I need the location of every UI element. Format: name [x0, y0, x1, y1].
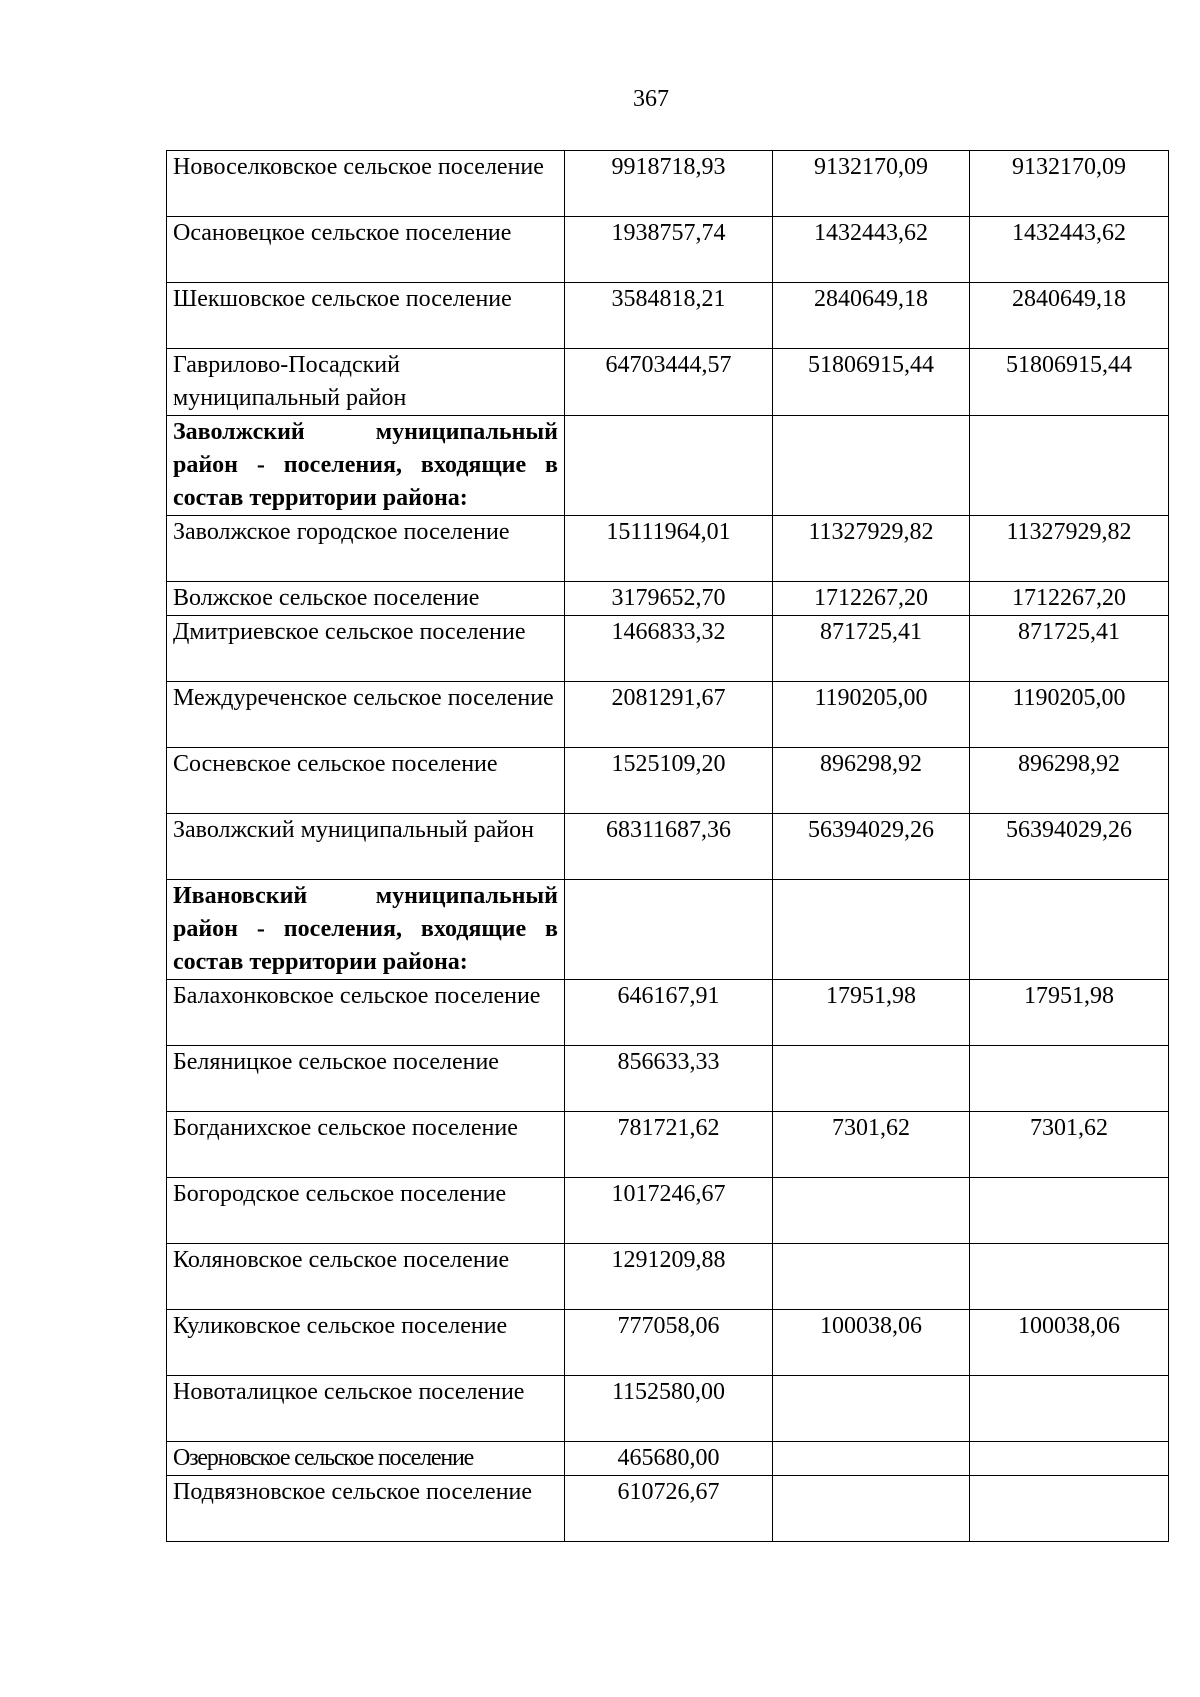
settlement-name-cell: Гаврилово-Посадский муниципальный район [167, 349, 565, 416]
amount-cell-2 [773, 1178, 970, 1244]
table-row [167, 682, 1169, 748]
table-row [167, 283, 1169, 349]
amount-cell-3 [970, 416, 1169, 516]
amount-cell-3 [970, 1476, 1169, 1542]
settlement-name-cell: Междуреченское сельское поселение [167, 682, 565, 748]
amount-cell-2 [773, 416, 970, 516]
table-row [167, 1476, 1169, 1542]
amount-cell-1 [565, 416, 773, 516]
amount-cell-3 [970, 1178, 1169, 1244]
table-row [167, 516, 1169, 582]
amount-cell-3: 11327929,82 [970, 516, 1169, 582]
table-row [167, 1112, 1169, 1178]
table-row [167, 1046, 1169, 1112]
budget-table [166, 150, 1169, 1542]
amount-cell-2: 51806915,44 [773, 349, 970, 416]
amount-cell-3 [970, 1442, 1169, 1476]
settlement-name-cell: Шекшовское сельское поселение [167, 283, 565, 349]
table-row [167, 1442, 1169, 1476]
amount-cell-1: 15111964,01 [565, 516, 773, 582]
amount-cell-1: 777058,06 [565, 1310, 773, 1376]
amount-cell-1: 1017246,67 [565, 1178, 773, 1244]
amount-cell-2 [773, 880, 970, 980]
settlement-name-cell: Богородское сельское поселение [167, 1178, 565, 1244]
table-row [167, 748, 1169, 814]
amount-cell-1: 646167,91 [565, 980, 773, 1046]
amount-cell-3: 7301,62 [970, 1112, 1169, 1178]
section-heading-cell: Заволжский муниципальный район - поселения, входящие в состав территории района: [167, 416, 565, 516]
table-row [167, 814, 1169, 880]
table-row [167, 151, 1169, 217]
amount-cell-1: 2081291,67 [565, 682, 773, 748]
amount-cell-2: 11327929,82 [773, 516, 970, 582]
settlement-name-cell: Подвязновское сельское поселение [167, 1476, 565, 1542]
amount-cell-2: 56394029,26 [773, 814, 970, 880]
amount-cell-3: 2840649,18 [970, 283, 1169, 349]
amount-cell-1: 1938757,74 [565, 217, 773, 283]
amount-cell-1: 781721,62 [565, 1112, 773, 1178]
table-row [167, 980, 1169, 1046]
amount-cell-3 [970, 1244, 1169, 1310]
table-row [167, 1178, 1169, 1244]
amount-cell-1: 1152580,00 [565, 1376, 773, 1442]
amount-cell-3: 56394029,26 [970, 814, 1169, 880]
amount-cell-1: 610726,67 [565, 1476, 773, 1542]
amount-cell-3: 1432443,62 [970, 217, 1169, 283]
amount-cell-1: 1291209,88 [565, 1244, 773, 1310]
amount-cell-2: 1432443,62 [773, 217, 970, 283]
amount-cell-2: 17951,98 [773, 980, 970, 1046]
amount-cell-2 [773, 1476, 970, 1542]
amount-cell-3: 1712267,20 [970, 582, 1169, 616]
table-row [167, 582, 1169, 616]
page-number: 367 [633, 86, 669, 112]
table-row [167, 1244, 1169, 1310]
amount-cell-3 [970, 880, 1169, 980]
amount-cell-2 [773, 1244, 970, 1310]
settlement-name-cell: Богданихское сельское поселение [167, 1112, 565, 1178]
amount-cell-2: 2840649,18 [773, 283, 970, 349]
amount-cell-2 [773, 1376, 970, 1442]
amount-cell-1: 68311687,36 [565, 814, 773, 880]
amount-cell-1: 856633,33 [565, 1046, 773, 1112]
section-heading-row [167, 416, 1169, 516]
amount-cell-2: 9132170,09 [773, 151, 970, 217]
settlement-name-cell: Куликовское сельское поселение [167, 1310, 565, 1376]
table-row [167, 217, 1169, 283]
amount-cell-2: 1190205,00 [773, 682, 970, 748]
amount-cell-2: 1712267,20 [773, 582, 970, 616]
amount-cell-1: 1525109,20 [565, 748, 773, 814]
amount-cell-3: 1190205,00 [970, 682, 1169, 748]
amount-cell-2 [773, 1442, 970, 1476]
table-row [167, 616, 1169, 682]
table-row [167, 1310, 1169, 1376]
amount-cell-2: 896298,92 [773, 748, 970, 814]
amount-cell-2: 100038,06 [773, 1310, 970, 1376]
settlement-name-cell: Заволжский муниципальный район [167, 814, 565, 880]
amount-cell-3 [970, 1046, 1169, 1112]
settlement-name-cell: Новоталицкое сельское поселение [167, 1376, 565, 1442]
settlement-name-cell: Заволжское городское поселение [167, 516, 565, 582]
amount-cell-2: 7301,62 [773, 1112, 970, 1178]
settlement-name-cell: Коляновское сельское поселение [167, 1244, 565, 1310]
amount-cell-1: 64703444,57 [565, 349, 773, 416]
settlement-name-cell: Сосневское сельское поселение [167, 748, 565, 814]
settlement-name-cell: Волжское сельское поселение [167, 582, 565, 616]
table-row [167, 1376, 1169, 1442]
amount-cell-1: 9918718,93 [565, 151, 773, 217]
amount-cell-3: 9132170,09 [970, 151, 1169, 217]
amount-cell-3: 17951,98 [970, 980, 1169, 1046]
settlement-name-cell: Новоселковское сельское поселение [167, 151, 565, 217]
amount-cell-1: 3179652,70 [565, 582, 773, 616]
settlement-name-cell: Осановецкое сельское поселение [167, 217, 565, 283]
amount-cell-2 [773, 1046, 970, 1112]
settlement-name-cell: Беляницкое сельское поселение [167, 1046, 565, 1112]
section-heading-cell: Ивановский муниципальный район - поселения, входящие в состав территории района: [167, 880, 565, 980]
amount-cell-2: 871725,41 [773, 616, 970, 682]
table-body [167, 151, 1169, 1542]
settlement-name-cell: Озерновское сельское поселение [167, 1442, 565, 1476]
amount-cell-1: 465680,00 [565, 1442, 773, 1476]
amount-cell-3 [970, 1376, 1169, 1442]
amount-cell-3: 100038,06 [970, 1310, 1169, 1376]
settlement-name-cell: Дмитриевское сельское поселение [167, 616, 565, 682]
amount-cell-3: 51806915,44 [970, 349, 1169, 416]
settlement-name-cell: Балахонковское сельское поселение [167, 980, 565, 1046]
amount-cell-1: 1466833,32 [565, 616, 773, 682]
amount-cell-3: 871725,41 [970, 616, 1169, 682]
table-row [167, 349, 1169, 416]
amount-cell-1: 3584818,21 [565, 283, 773, 349]
section-heading-row [167, 880, 1169, 980]
amount-cell-3: 896298,92 [970, 748, 1169, 814]
amount-cell-1 [565, 880, 773, 980]
